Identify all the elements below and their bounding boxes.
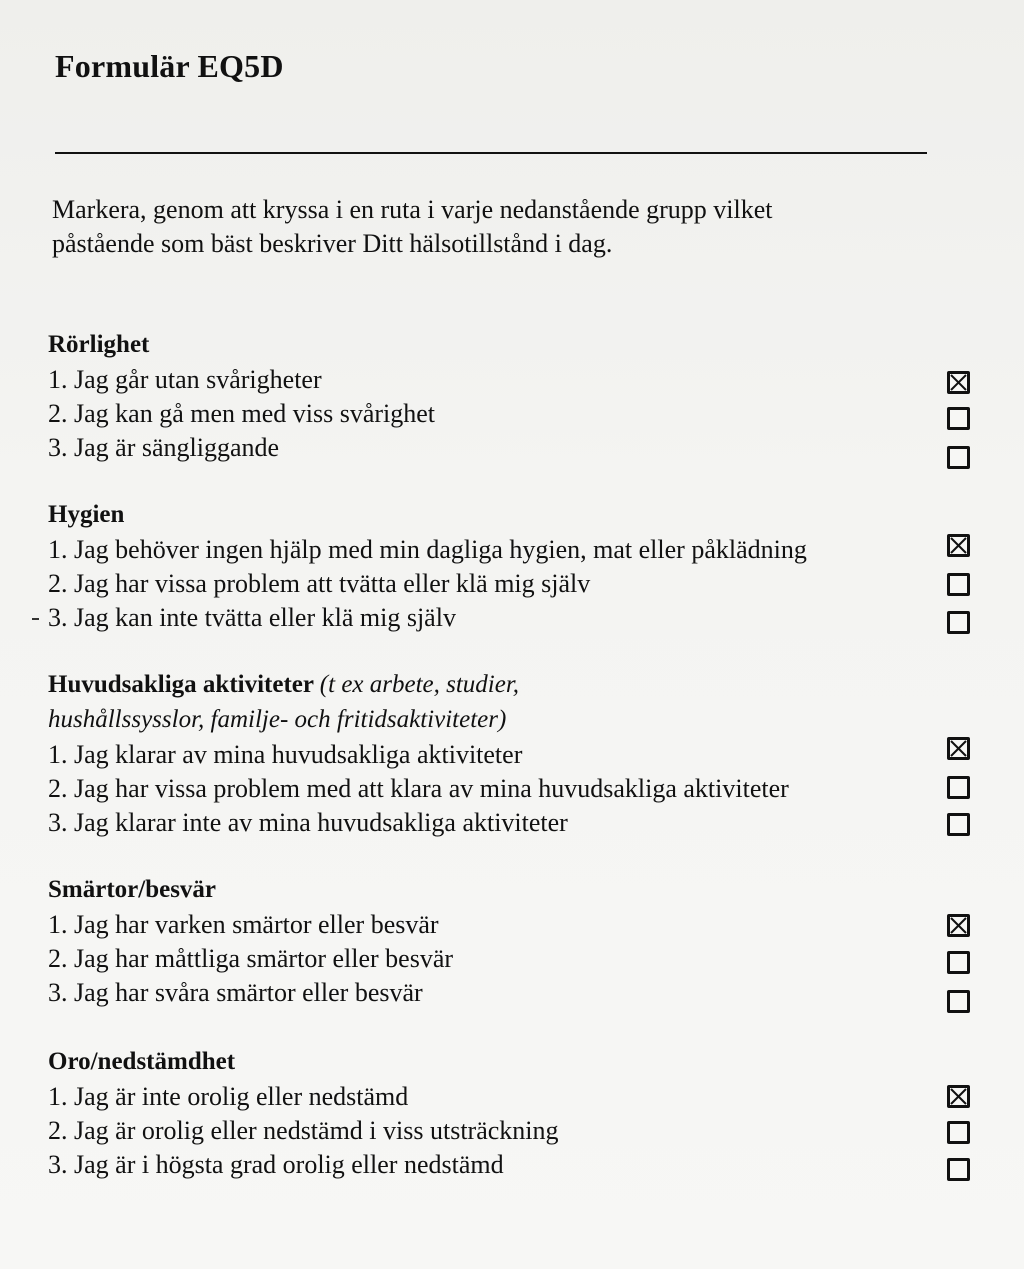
checkbox-aktiviteter-2[interactable] xyxy=(947,776,970,799)
checkbox-oro-1[interactable] xyxy=(947,1085,970,1108)
form-title: Formulär EQ5D xyxy=(55,48,284,84)
checkbox-aktiviteter-1[interactable] xyxy=(947,737,970,760)
checkbox-hygien-2[interactable] xyxy=(947,573,970,596)
checkbox-smartor-2[interactable] xyxy=(947,951,970,974)
section-rorlighet xyxy=(48,328,948,465)
option-label: 1. Jag klarar av mina huvudsakliga aktiviteter xyxy=(48,740,523,769)
section-smartor-besvar xyxy=(48,873,948,1010)
option-label: 2. Jag har vissa problem att tvätta eller klä mig själv xyxy=(48,569,591,598)
option-label: 2. Jag har måttliga smärtor eller besvär xyxy=(48,944,454,973)
section-heading: Oro/nedstämdhet xyxy=(48,1048,236,1075)
section-heading-note-continued: hushållssysslor, familje- och fritidsaktiviteter) xyxy=(48,706,507,733)
checkbox-hygien-3[interactable] xyxy=(947,611,970,634)
cross-mark-icon xyxy=(950,374,967,391)
option-label: 3. Jag klarar inte av mina huvudsakliga aktiviteter xyxy=(48,808,568,837)
section-oro-nedstamdhet xyxy=(48,1045,948,1182)
checkbox-smartor-3[interactable] xyxy=(947,990,970,1013)
title-divider xyxy=(55,152,927,154)
checkbox-aktiviteter-3[interactable] xyxy=(947,813,970,836)
section-heading-continued xyxy=(48,703,948,738)
option-label: 3. Jag har svåra smärtor eller besvär xyxy=(48,978,423,1007)
section-heading-note: (t ex arbete, studier, xyxy=(319,671,520,698)
option-label: 3. Jag kan inte tvätta eller klä mig själv xyxy=(48,603,456,632)
option-label: 1. Jag är inte orolig eller nedstämd xyxy=(48,1082,409,1111)
checkbox-smartor-1[interactable] xyxy=(947,914,970,937)
instruction-line-2: påstående som bäst beskriver Ditt hälsotillstånd i dag. xyxy=(52,229,613,258)
section-heading: Hygien xyxy=(48,501,125,528)
cross-mark-icon xyxy=(950,917,967,934)
option-label: 1. Jag har varken smärtor eller besvär xyxy=(48,910,439,939)
stray-mark xyxy=(32,618,39,620)
checkbox-oro-2[interactable] xyxy=(947,1121,970,1144)
instruction-line-1: Markera, genom att kryssa i en ruta i varje nedanstående grupp vilket xyxy=(52,195,773,224)
option-label: 1. Jag behöver ingen hjälp med min dagliga hygien, mat eller påklädning xyxy=(48,535,807,564)
checkbox-rorlighet-2[interactable] xyxy=(947,407,970,430)
checkbox-rorlighet-3[interactable] xyxy=(947,446,970,469)
option-label: 2. Jag har vissa problem med att klara av mina huvudsakliga aktiviteter xyxy=(48,774,789,803)
section-huvudsakliga-aktiviteter xyxy=(48,668,948,840)
checkbox-hygien-1[interactable] xyxy=(947,534,970,557)
cross-mark-icon xyxy=(950,537,967,554)
section-hygien xyxy=(48,498,948,635)
checkbox-rorlighet-1[interactable] xyxy=(947,371,970,394)
option-label: 1. Jag går utan svårigheter xyxy=(48,365,322,394)
section-heading-label: Huvudsakliga aktiviteter xyxy=(48,671,314,698)
section-heading xyxy=(48,668,948,703)
cross-mark-icon xyxy=(950,1088,967,1105)
option-label: 3. Jag är sängliggande xyxy=(48,433,280,462)
option-label: 2. Jag kan gå men med viss svårighet xyxy=(48,399,436,428)
instruction-text xyxy=(52,193,872,261)
checkbox-oro-3[interactable] xyxy=(947,1158,970,1181)
cross-mark-icon xyxy=(950,740,967,757)
option-label: 2. Jag är orolig eller nedstämd i viss utsträckning xyxy=(48,1116,559,1145)
section-heading: Rörlighet xyxy=(48,331,150,358)
section-heading: Smärtor/besvär xyxy=(48,876,217,903)
option-label: 3. Jag är i högsta grad orolig eller nedstämd xyxy=(48,1150,504,1179)
